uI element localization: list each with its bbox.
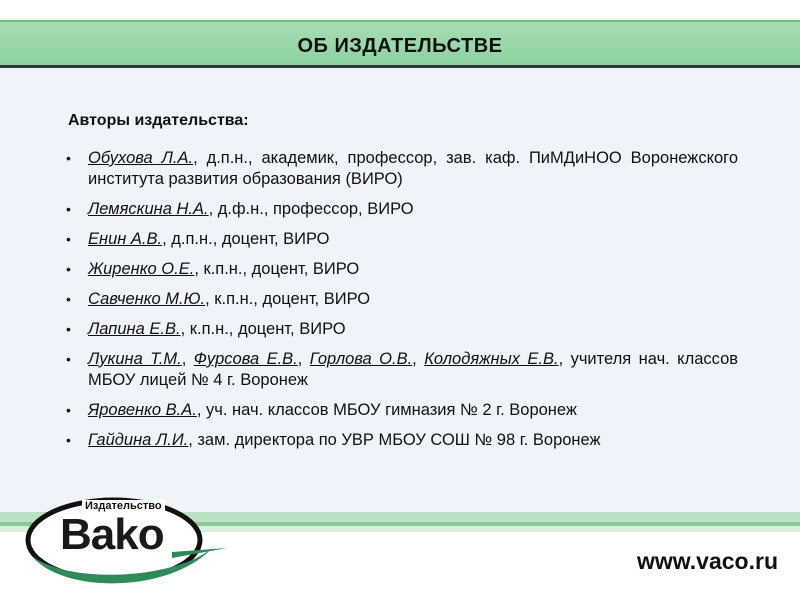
author-name-link[interactable]: Лукина Т.М. (88, 350, 182, 368)
author-name-link[interactable]: Енин А.В. (88, 230, 163, 248)
logo-wordmark: Bako (60, 510, 164, 559)
author-item (62, 349, 738, 391)
author-name-link[interactable]: Лапина Е.В. (88, 320, 181, 338)
author-name-link[interactable]: Горлова О.В. (309, 350, 413, 368)
author-item (62, 430, 738, 451)
author-details: , к.п.н., доцент, ВИРО (180, 320, 346, 338)
authors-list (62, 148, 738, 460)
author-details: , (412, 350, 425, 368)
logo-caption: Издательство (82, 500, 165, 512)
author-item (62, 199, 738, 220)
author-name-link[interactable]: Колодяжных Е.В. (424, 350, 559, 368)
author-item (62, 319, 738, 340)
author-details: , д.п.н., академик, профессор, зав. каф. ПиМДиНОО Воронежского института развития образования (ВИРО) (88, 149, 738, 188)
author-details: , зам. директора по УВР МБОУ СОШ № 98 г. Воронеж (188, 431, 601, 449)
bullet-icon: • (66, 321, 71, 337)
bullet-icon: • (66, 261, 71, 277)
bullet-icon: • (66, 231, 71, 247)
bullet-icon: • (66, 351, 71, 367)
author-item (62, 229, 738, 250)
page-title: ОБ ИЗДАТЕЛЬСТВЕ (297, 35, 503, 57)
author-name-link[interactable]: Фурсова Е.В. (193, 350, 298, 368)
author-name-link[interactable]: Жиренко О.Е. (88, 260, 195, 278)
author-item (62, 289, 738, 310)
top-margin (0, 0, 800, 20)
author-details: , (297, 350, 310, 368)
authors-heading: Авторы издательства: (68, 112, 249, 129)
author-name-link[interactable]: Лемяскина Н.А. (88, 200, 209, 218)
author-item (62, 148, 738, 190)
bullet-icon: • (66, 150, 71, 166)
bullet-icon: • (66, 201, 71, 217)
website-link[interactable]: www.vaco.ru (636, 548, 778, 574)
author-details: , (181, 350, 194, 368)
author-name-link[interactable]: Гайдина Л.И. (88, 431, 189, 449)
author-details: , д.ф.н., профессор, ВИРО (208, 200, 414, 218)
author-details: , к.п.н., доцент, ВИРО (205, 290, 371, 308)
title-banner (0, 20, 800, 68)
author-item (62, 259, 738, 280)
author-details: , к.п.н., доцент, ВИРО (194, 260, 360, 278)
author-details: , д.п.н., доцент, ВИРО (162, 230, 330, 248)
bullet-icon: • (66, 432, 71, 448)
author-name-link[interactable]: Обухова Л.А. (88, 149, 194, 167)
author-name-link[interactable]: Яровенко В.А. (88, 401, 197, 419)
bullet-icon: • (66, 291, 71, 307)
content-panel (0, 68, 800, 512)
author-name-link[interactable]: Савченко М.Ю. (88, 290, 206, 308)
author-details: , учителя нач. классов МБОУ лицей № 4 г. Воронеж (88, 350, 739, 389)
bullet-icon: • (66, 402, 71, 418)
author-item (62, 400, 738, 421)
author-details: , уч. нач. классов МБОУ гимназия № 2 г. Воронеж (196, 401, 577, 419)
